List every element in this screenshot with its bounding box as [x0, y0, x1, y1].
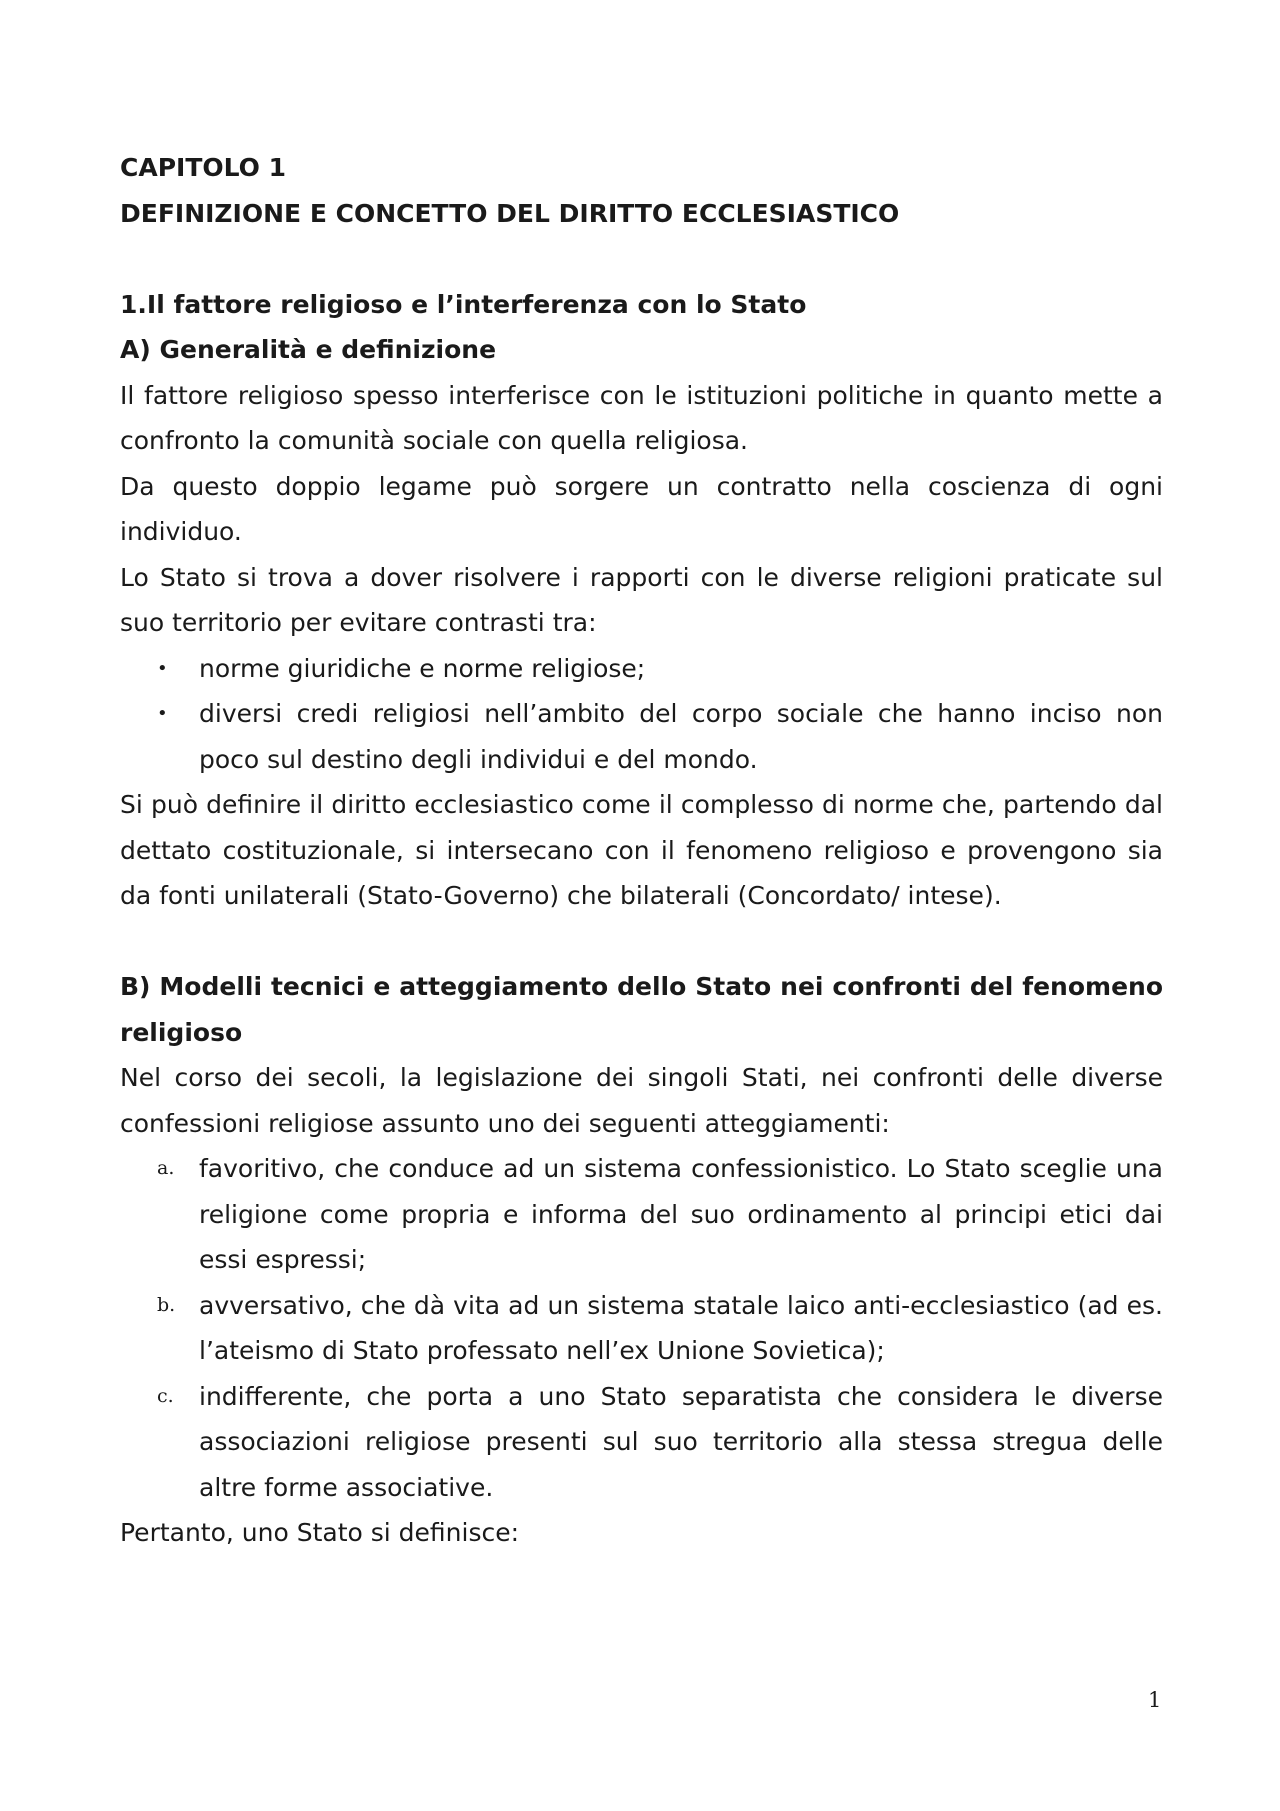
- bullet-marker: •: [157, 703, 168, 724]
- paragraph: Pertanto, uno Stato si definisce:: [120, 1518, 520, 1547]
- list-marker: b.: [157, 1293, 176, 1316]
- page-content: [120, 145, 1163, 1556]
- chapter-number: CAPITOLO 1: [120, 153, 287, 182]
- list-item: [120, 1283, 1163, 1374]
- list-item-text: indifferente, che porta a uno Stato separatista che considera le diverse associazioni religiose presenti sul suo territorio alla stessa stregua delle altre forme associative.: [199, 1381, 1163, 1502]
- list-item-text: avversativo, che dà vita ad un sistema statale laico anti-ecclesiastico (ad es. l’ateismo di Stato professato nell’ex Unione Sovietica);: [199, 1290, 1163, 1365]
- list-item: [120, 1374, 1163, 1511]
- list-marker: c.: [157, 1384, 174, 1407]
- list-item-text: diversi credi religiosi nell’ambito del corpo sociale che hanno inciso non poco sul destino degli individui e del mondo.: [199, 699, 1163, 774]
- spacer: [120, 236, 1163, 282]
- list-marker: a.: [157, 1157, 175, 1179]
- bullet-marker: •: [157, 657, 168, 679]
- chapter-title: DEFINIZIONE E CONCETTO DEL DIRITTO ECCLESIASTICO: [120, 198, 900, 228]
- list-item-text: favoritivo, che conduce ad un sistema confessionistico. Lo Stato sceglie una religione come propria e informa del suo ordinamento al principi etici dai essi espressi;: [199, 1154, 1163, 1274]
- subsection-heading: A) Generalità e definizione: [120, 335, 497, 364]
- list-item: [120, 691, 1163, 782]
- section-heading: B) Modelli tecnici e atteggiamento dello Stato nei confronti del fenomeno religioso: [120, 972, 1163, 1047]
- page-number: 1: [1148, 1688, 1162, 1712]
- list-item: [120, 646, 1163, 692]
- paragraph: Lo Stato si trova a dover risolvere i rapporti con le diverse religioni praticate sul suo territorio per evitare contrasti tra:: [120, 562, 1163, 637]
- bullet-list: [120, 646, 1163, 783]
- paragraph: Da questo doppio legame può sorgere un contratto nella coscienza di ogni individuo.: [120, 471, 1163, 546]
- section-heading: 1.Il fattore religioso e l’interferenza con lo Stato: [120, 289, 807, 319]
- paragraph: Il fattore religioso spesso interferisce con le istituzioni politiche in quanto mette a confronto la comunità sociale con quella religiosa.: [120, 380, 1163, 455]
- list-item-text: norme giuridiche e norme religiose;: [199, 653, 646, 683]
- lettered-list: [120, 1146, 1163, 1510]
- spacer: [120, 919, 1163, 965]
- paragraph: Si può definire il diritto ecclesiastico come il complesso di norme che, partendo dal dettato costituzionale, si intersecano con il fenomeno religioso e provengono sia da fonti unilaterali (Stato-Governo) che bilaterali (Concordato/ intese).: [120, 790, 1163, 910]
- list-item: [120, 1146, 1163, 1283]
- paragraph: Nel corso dei secoli, la legislazione dei singoli Stati, nei confronti delle diverse confessioni religiose assunto uno dei seguenti atteggiamenti:: [120, 1063, 1163, 1138]
